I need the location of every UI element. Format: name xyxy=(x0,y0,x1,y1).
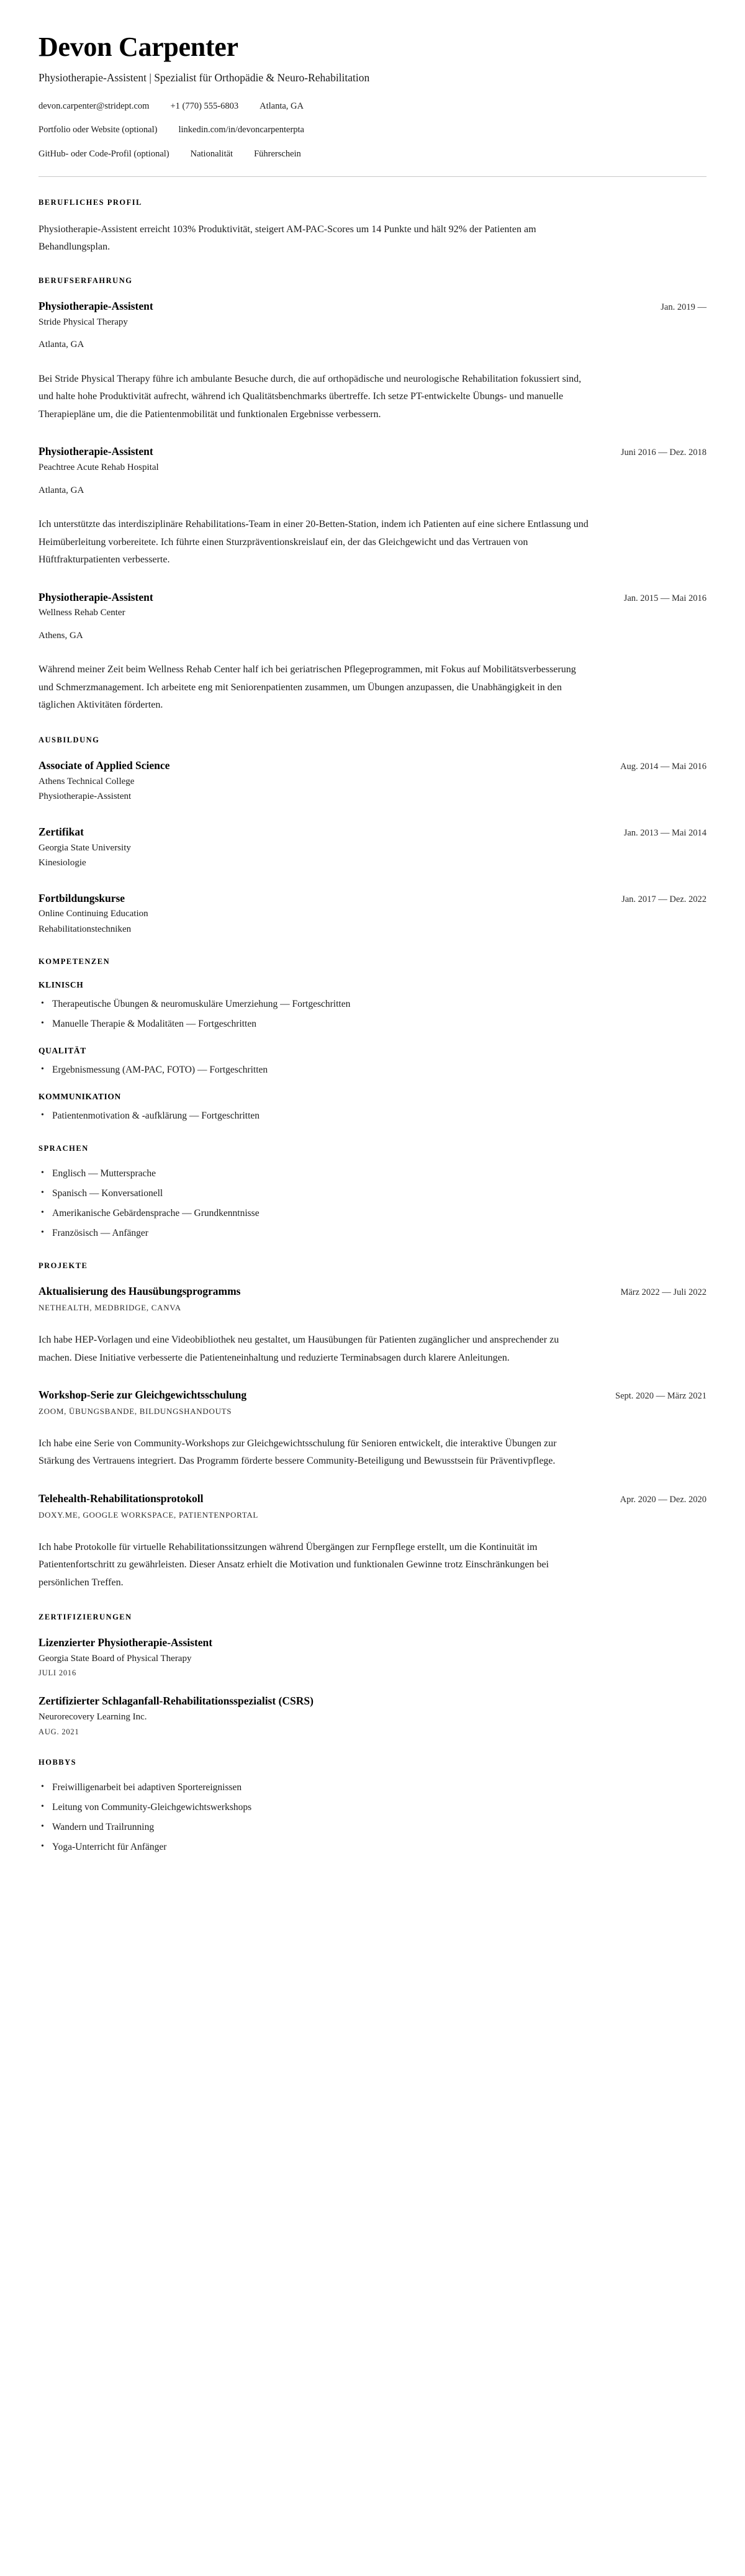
education-school: Athens Technical College xyxy=(38,776,135,786)
contact-linkedin[interactable]: linkedin.com/in/devoncarpenterpta xyxy=(178,125,304,135)
certification-name: Zertifizierter Schlaganfall-Rehabilitationsspezialist (CSRS) xyxy=(38,1695,314,1708)
section-hobbies xyxy=(38,1758,707,1854)
project-dates: März 2022 — Juli 2022 xyxy=(620,1287,707,1298)
section-profile xyxy=(38,198,707,255)
education-entry-head xyxy=(38,825,707,839)
skill-items xyxy=(38,1063,707,1077)
profile-text: Physiotherapie-Assistent erreicht 103% Produktivität, steigert AM-PAC-Scores um 14 Punkte und hält 92% der Patienten am Behandlungsplan. xyxy=(38,224,536,252)
section-title-certifications: ZERTIFIZIERUNGEN xyxy=(38,1613,132,1622)
education-list xyxy=(38,759,707,937)
skill-category: KLINISCH xyxy=(38,980,84,990)
section-title-experience: BERUFSERFAHRUNG xyxy=(38,276,133,286)
skill-item: • Patientenmotivation & -aufklärung — Fortgeschritten xyxy=(38,1109,707,1123)
project-dates: Sept. 2020 — März 2021 xyxy=(615,1391,707,1402)
job-title: Physiotherapie-Assistent xyxy=(38,445,153,458)
education-school: Online Continuing Education xyxy=(38,909,148,919)
education-field: Rehabilitationstechniken xyxy=(38,924,132,934)
job-title: Physiotherapie-Assistent xyxy=(38,590,153,603)
section-title-languages: SPRACHEN xyxy=(38,1144,89,1153)
contact-email[interactable]: devon.carpenter@stridept.com xyxy=(38,101,150,112)
section-title-skills: KOMPETENZEN xyxy=(38,957,111,966)
project-entry-head xyxy=(38,1492,707,1506)
education-entry xyxy=(38,759,707,804)
contact-nationality: Nationalität xyxy=(190,148,233,159)
projects-list xyxy=(38,1284,707,1592)
project-description: Ich habe HEP-Vorlagen und eine Videobibliothek neu gestaltet, um Hausübungen für Patienten zugänglicher und ansprechender zu machen. Diese Initiative verbesserte die Patienteneinhaltung und reduzierte Terminabsagen durch klarere Anleitungen. xyxy=(38,1335,559,1363)
certification-name: Lizenzierter Physiotherapie-Assistent xyxy=(38,1636,213,1649)
language-item: • Englisch — Muttersprache xyxy=(38,1167,707,1181)
hobby-item: • Leitung von Community-Gleichgewichtswerkshops xyxy=(38,1801,707,1814)
job-organization: Peachtree Acute Rehab Hospital xyxy=(38,462,159,473)
education-entry-head xyxy=(38,759,707,773)
project-entry-head xyxy=(38,1388,707,1402)
languages-list xyxy=(38,1167,707,1240)
skill-item: • Manuelle Therapie & Modalitäten — Fortgeschritten xyxy=(38,1017,707,1031)
section-title-education: AUSBILDUNG xyxy=(38,735,100,744)
job-dates: Jan. 2019 — xyxy=(661,302,707,313)
certification-date: AUG. 2021 xyxy=(38,1727,79,1736)
candidate-headline: Physiotherapie-Assistent | Spezialist für Orthopädie & Neuro-Rehabilitation xyxy=(38,71,370,84)
contact-phone[interactable]: +1 (770) 555-6803 xyxy=(170,101,239,112)
hobbies-list xyxy=(38,1781,707,1854)
education-dates: Aug. 2014 — Mai 2016 xyxy=(620,761,707,772)
education-entry xyxy=(38,891,707,937)
language-item: • Amerikanische Gebärdensprache — Grundkenntnisse xyxy=(38,1207,707,1220)
section-title-profile: BERUFLICHES PROFIL xyxy=(38,198,142,207)
experience-entry xyxy=(38,299,707,423)
project-entry xyxy=(38,1284,707,1367)
education-entry xyxy=(38,825,707,870)
experience-entry-head xyxy=(38,590,707,605)
education-field: Physiotherapie-Assistent xyxy=(38,791,132,802)
project-entry xyxy=(38,1388,707,1470)
certification-date: JULI 2016 xyxy=(38,1669,77,1678)
section-education xyxy=(38,736,707,937)
contact-row-1 xyxy=(38,100,707,112)
job-description: Bei Stride Physical Therapy führe ich ambulante Besuche durch, die auf orthopädische und neurologische Rehabilitation fokussiert sind, und halte hohe Produktivität aufrecht, während ich Qualitätsbenchmarks übertreffe. Ich setze PT-entwickelte Übungs- und manuelle Therapiepläne um, die die Patientenmobilität und funktionalen Ergebnisse verbessern. xyxy=(38,373,582,420)
education-degree: Zertifikat xyxy=(38,825,84,838)
skill-category: KOMMUNIKATION xyxy=(38,1092,121,1102)
hobby-item: • Freiwilligenarbeit bei adaptiven Sportereignissen xyxy=(38,1781,707,1795)
contact-row-3 xyxy=(38,148,707,160)
job-location: Atlanta, GA xyxy=(38,340,84,350)
skill-group xyxy=(38,1092,707,1123)
job-description: Während meiner Zeit beim Wellness Rehab Center half ich bei geriatrischen Pflegeprogrammen, mit Fokus auf Mobilitätsverbesserung und Schmerzmanagement. Ich arbeitete eng mit Seniorenpatienten zusammen, um Übungen anzupassen, die Unabhängigkeit in den täglichen Aktivitäten förderten. xyxy=(38,664,576,711)
experience-entry-head xyxy=(38,299,707,313)
contact-drivers-license: Führerschein xyxy=(254,148,301,159)
section-languages xyxy=(38,1144,707,1240)
skill-items xyxy=(38,1109,707,1123)
section-experience xyxy=(38,276,707,714)
education-school: Georgia State University xyxy=(38,842,131,853)
section-certifications xyxy=(38,1613,707,1737)
skill-category: QUALITÄT xyxy=(38,1046,86,1056)
header-divider xyxy=(38,176,707,177)
certification-issuer: Neurorecovery Learning Inc. xyxy=(38,1712,147,1723)
project-tech: DOXY.ME, GOOGLE WORKSPACE, PATIENTENPORTAL xyxy=(38,1510,259,1520)
project-entry xyxy=(38,1492,707,1592)
skill-group xyxy=(38,1046,707,1077)
education-dates: Jan. 2013 — Mai 2014 xyxy=(623,827,707,838)
project-title: Telehealth-Rehabilitationsprotokoll xyxy=(38,1492,204,1505)
candidate-name: Devon Carpenter xyxy=(38,32,238,62)
skill-item: • Therapeutische Übungen & neuromuskuläre Umerziehung — Fortgeschritten xyxy=(38,998,707,1011)
job-description: Ich unterstützte das interdisziplinäre Rehabilitations-Team in einer 20-Betten-Station, indem ich Patienten auf eine sichere Entlassung und Heimüberleitung vorbereitete. Ich führte einen Sturzpräventionskreislauf ein, der das Gleichgewicht und das Vertrauen von Hüftfrakturpatienten verbesserte. xyxy=(38,519,589,565)
certification-entry xyxy=(38,1694,707,1736)
education-field: Kinesiologie xyxy=(38,858,86,868)
contact-row-2 xyxy=(38,124,707,136)
job-title: Physiotherapie-Assistent xyxy=(38,300,153,313)
project-dates: Apr. 2020 — Dez. 2020 xyxy=(620,1494,707,1505)
certifications-list xyxy=(38,1636,707,1737)
section-skills xyxy=(38,957,707,1123)
section-title-projects: PROJEKTE xyxy=(38,1261,88,1271)
contact-github[interactable]: GitHub- oder Code-Profil (optional) xyxy=(38,148,169,159)
project-entry-head xyxy=(38,1284,707,1299)
contact-portfolio[interactable]: Portfolio oder Website (optional) xyxy=(38,125,158,135)
education-degree: Associate of Applied Science xyxy=(38,759,170,772)
certification-entry xyxy=(38,1636,707,1678)
language-item: • Französisch — Anfänger xyxy=(38,1227,707,1240)
education-dates: Jan. 2017 — Dez. 2022 xyxy=(621,894,707,904)
job-location: Athens, GA xyxy=(38,630,83,641)
education-entry-head xyxy=(38,891,707,906)
project-title: Workshop-Serie zur Gleichgewichtsschulung xyxy=(38,1389,247,1402)
project-tech: ZOOM, ÜBUNGSBANDE, BILDUNGSHANDOUTS xyxy=(38,1406,232,1416)
project-description: Ich habe Protokolle für virtuelle Rehabilitationssitzungen während Übergängen zur Fernpflege erstellt, um die Kontinuität im Patientenfortschritt zu gewährleisten. Dieser Ansatz erhielt die Motivation und funktionalen Gewinne trotz Einschränkungen bei persönlichen Treffen. xyxy=(38,1541,549,1588)
job-location: Atlanta, GA xyxy=(38,485,84,495)
certification-issuer: Georgia State Board of Physical Therapy xyxy=(38,1653,192,1664)
experience-entry xyxy=(38,590,707,714)
hobby-item: • Wandern und Trailrunning xyxy=(38,1821,707,1834)
experience-entry xyxy=(38,444,707,569)
skill-group xyxy=(38,980,707,1031)
job-organization: Wellness Rehab Center xyxy=(38,608,125,618)
project-description: Ich habe eine Serie von Community-Workshops zur Gleichgewichtsschulung für Senioren entwickelt, die interaktive Übungen zur Stärkung des Vertrauens integriert. Das Programm förderte bessere Community-Beteiligung und Bewusstsein für Präventivpflege. xyxy=(38,1438,557,1467)
section-projects xyxy=(38,1261,707,1592)
job-dates: Juni 2016 — Dez. 2018 xyxy=(620,448,707,458)
skill-items xyxy=(38,998,707,1031)
project-tech: NETHEALTH, MEDBRIDGE, CANVA xyxy=(38,1303,181,1313)
job-dates: Jan. 2015 — Mai 2016 xyxy=(623,593,707,603)
skills-list xyxy=(38,980,707,1123)
skill-item: • Ergebnismessung (AM-PAC, FOTO) — Fortgeschritten xyxy=(38,1063,707,1077)
language-item: • Spanisch — Konversationell xyxy=(38,1187,707,1200)
project-title: Aktualisierung des Hausübungsprogramms xyxy=(38,1285,241,1298)
contact-location: Atlanta, GA xyxy=(260,101,304,112)
education-degree: Fortbildungskurse xyxy=(38,891,125,904)
experience-list xyxy=(38,299,707,714)
section-title-hobbies: HOBBYS xyxy=(38,1757,77,1767)
experience-entry-head xyxy=(38,444,707,459)
job-organization: Stride Physical Therapy xyxy=(38,317,128,327)
resume-header xyxy=(38,32,707,160)
hobby-item: • Yoga-Unterricht für Anfänger xyxy=(38,1840,707,1854)
